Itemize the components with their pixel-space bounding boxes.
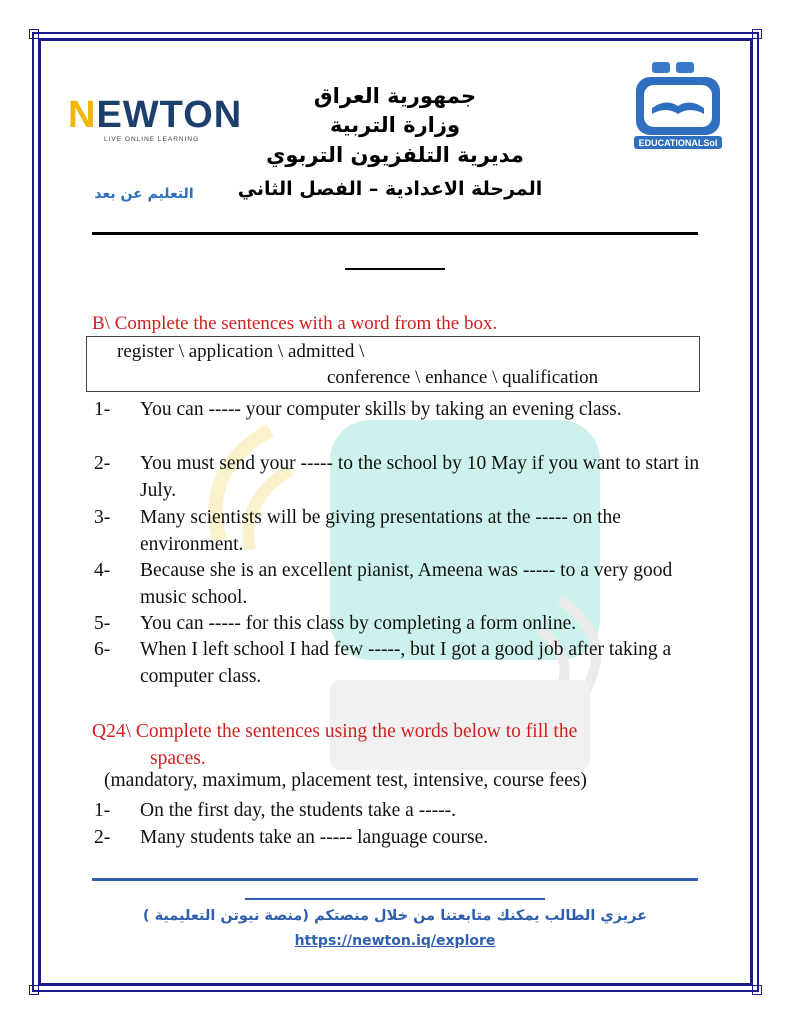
item-number: 6- xyxy=(94,639,111,660)
item-number: 5- xyxy=(94,613,111,634)
header-distance-learning: التعليم عن بعد xyxy=(94,186,194,202)
footer-divider xyxy=(92,878,698,881)
item-number: 2- xyxy=(94,827,111,848)
footer-link[interactable]: https://newton.iq/explore xyxy=(294,933,496,949)
frame-corner xyxy=(29,29,39,39)
item-text: When I left school I had few -----, but I got a good job after taking a computer class. xyxy=(140,639,672,687)
header-country: جمهورية العراق xyxy=(313,84,477,108)
frame-corner xyxy=(752,29,762,39)
item-number: 3- xyxy=(94,507,111,528)
short-divider xyxy=(345,268,445,270)
header-ministry: وزارة التربية xyxy=(329,113,461,137)
footer-message: عزيزي الطالب يمكنك متابعتنا من خلال منصتكم (منصة نيوتن التعليمية ) xyxy=(142,908,648,924)
q24-title-line: Q24\ Complete the sentences using the words below to fill the xyxy=(92,721,578,742)
newton-logo-tagline: LIVE ONLINE LEARNING xyxy=(104,136,200,143)
item-number: 1- xyxy=(94,399,111,420)
educational-logo-text: EDUCATIONALSol xyxy=(638,138,718,148)
header-stage: المرحلة الاعدادية – الفصل الثاني xyxy=(237,178,543,200)
item-text: You can ----- your computer skills by taking an evening class. xyxy=(140,399,622,420)
educational-logo xyxy=(630,60,726,152)
item-text: Many scientists will be giving presentations at the ----- on the environment. xyxy=(140,507,621,555)
newton-logo: NEWTON LIVE ONLINE LEARNING xyxy=(68,94,243,143)
q24-word-list: (mandatory, maximum, placement test, intensive, course fees) xyxy=(104,770,587,791)
header-directorate: مديرية التلفزيون التربوي xyxy=(266,143,524,167)
frame-corner xyxy=(752,985,762,995)
header-divider xyxy=(92,232,698,235)
item-text: You must send your ----- to the school by 10 May if you want to start in July. xyxy=(140,453,700,501)
item-number: 2- xyxy=(94,453,111,474)
newton-logo-text: EWTON xyxy=(96,94,243,136)
item-text: Because she is an excellent pianist, Ameena was ----- to a very good music school. xyxy=(140,560,673,608)
q24-title-line: spaces. xyxy=(150,748,206,769)
q24-title xyxy=(92,718,712,772)
frame-corner xyxy=(29,985,39,995)
item-number: 4- xyxy=(94,560,111,581)
word-box-line: conference \ enhance \ qualification xyxy=(327,367,599,388)
item-text: You can ----- for this class by completing a form online. xyxy=(140,613,577,634)
word-box-line: register \ application \ admitted \ xyxy=(117,341,365,362)
item-text: On the first day, the students take a -----. xyxy=(140,800,457,821)
item-number: 1- xyxy=(94,800,111,821)
footer-divider-short xyxy=(245,898,545,900)
item-text: Many students take an ----- language course. xyxy=(140,827,489,848)
word-box xyxy=(86,336,700,392)
section-b-title: B\ Complete the sentences with a word from the box. xyxy=(92,313,498,334)
